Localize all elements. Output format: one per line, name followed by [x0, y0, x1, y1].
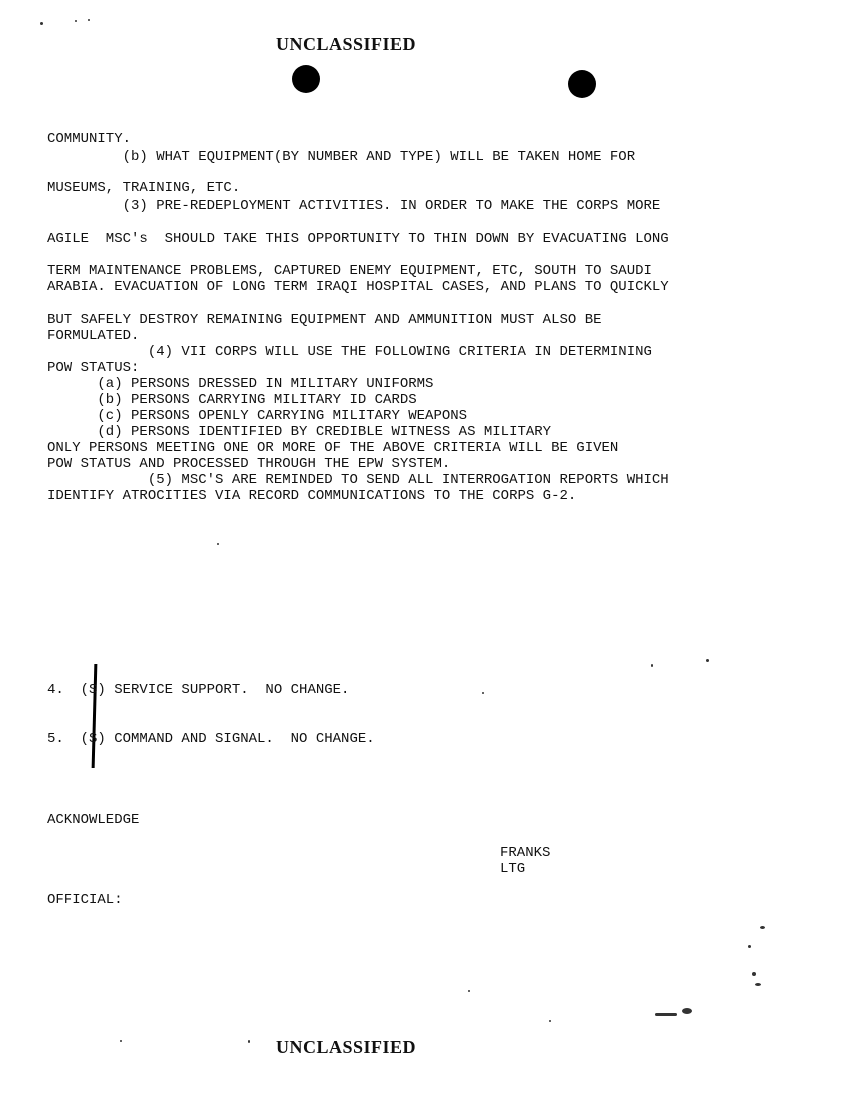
scan-speck: [682, 1008, 692, 1014]
body-line: BUT SAFELY DESTROY REMAINING EQUIPMENT AND AMMUNITION MUST ALSO BE: [47, 312, 602, 328]
scan-speck: [40, 22, 43, 25]
scan-speck: [760, 926, 765, 929]
punch-hole-right: [568, 70, 596, 98]
scan-speck: [468, 990, 470, 992]
body-line: (c) PERSONS OPENLY CARRYING MILITARY WEAPONS: [47, 408, 468, 424]
scan-speck: [217, 543, 219, 545]
scan-speck: [748, 945, 751, 948]
body-line: (3) PRE-REDEPLOYMENT ACTIVITIES. IN ORDER TO MAKE THE CORPS MORE: [47, 198, 661, 214]
body-line: (b) WHAT EQUIPMENT(BY NUMBER AND TYPE) WILL BE TAKEN HOME FOR: [47, 149, 636, 165]
scan-speck: [482, 692, 484, 694]
signer-rank: LTG: [500, 861, 526, 877]
body-line: AGILE MSC's SHOULD TAKE THIS OPPORTUNITY TO THIN DOWN BY EVACUATING LONG: [47, 231, 669, 247]
scan-speck: [248, 1040, 250, 1043]
body-line: COMMUNITY.: [47, 131, 132, 147]
body-line: (a) PERSONS DRESSED IN MILITARY UNIFORMS: [47, 376, 434, 392]
punch-hole-left: [292, 65, 320, 93]
body-line: (5) MSC'S ARE REMINDED TO SEND ALL INTERROGATION REPORTS WHICH: [47, 472, 669, 488]
body-line: FORMULATED.: [47, 328, 140, 344]
body-line: POW STATUS AND PROCESSED THROUGH THE EPW SYSTEM.: [47, 456, 451, 472]
body-line: (b) PERSONS CARRYING MILITARY ID CARDS: [47, 392, 417, 408]
scan-speck: [752, 972, 756, 976]
classification-header: UNCLASSIFIED: [276, 34, 417, 54]
body-line: TERM MAINTENANCE PROBLEMS, CAPTURED ENEMY EQUIPMENT, ETC, SOUTH TO SAUDI: [47, 263, 652, 279]
scan-speck: [88, 19, 90, 21]
scan-speck: [755, 983, 761, 986]
body-line: ARABIA. EVACUATION OF LONG TERM IRAQI HOSPITAL CASES, AND PLANS TO QUICKLY: [47, 279, 669, 295]
body-line: (4) VII CORPS WILL USE THE FOLLOWING CRITERIA IN DETERMINING: [47, 344, 652, 360]
body-line: MUSEUMS, TRAINING, ETC.: [47, 180, 241, 196]
scan-speck: [549, 1020, 551, 1022]
official-line: OFFICIAL:: [47, 892, 123, 908]
body-line: POW STATUS:: [47, 360, 140, 376]
paragraph-4: 4. (S) SERVICE SUPPORT. NO CHANGE.: [47, 682, 350, 698]
body-line: IDENTIFY ATROCITIES VIA RECORD COMMUNICATIONS TO THE CORPS G-2.: [47, 488, 577, 504]
scan-speck: [120, 1040, 122, 1042]
classification-footer: UNCLASSIFIED: [276, 1037, 417, 1057]
margin-pen-stroke: [92, 664, 98, 768]
signer-name: FRANKS: [500, 845, 551, 861]
body-line: ONLY PERSONS MEETING ONE OR MORE OF THE ABOVE CRITERIA WILL BE GIVEN: [47, 440, 619, 456]
scan-speck: [75, 20, 77, 22]
acknowledge-line: ACKNOWLEDGE: [47, 812, 140, 828]
paragraph-5: 5. (S) COMMAND AND SIGNAL. NO CHANGE.: [47, 731, 375, 747]
scan-speck: [651, 664, 653, 667]
scan-speck: [655, 1013, 677, 1016]
body-line: (d) PERSONS IDENTIFIED BY CREDIBLE WITNESS AS MILITARY: [47, 424, 552, 440]
scan-speck: [706, 659, 709, 662]
